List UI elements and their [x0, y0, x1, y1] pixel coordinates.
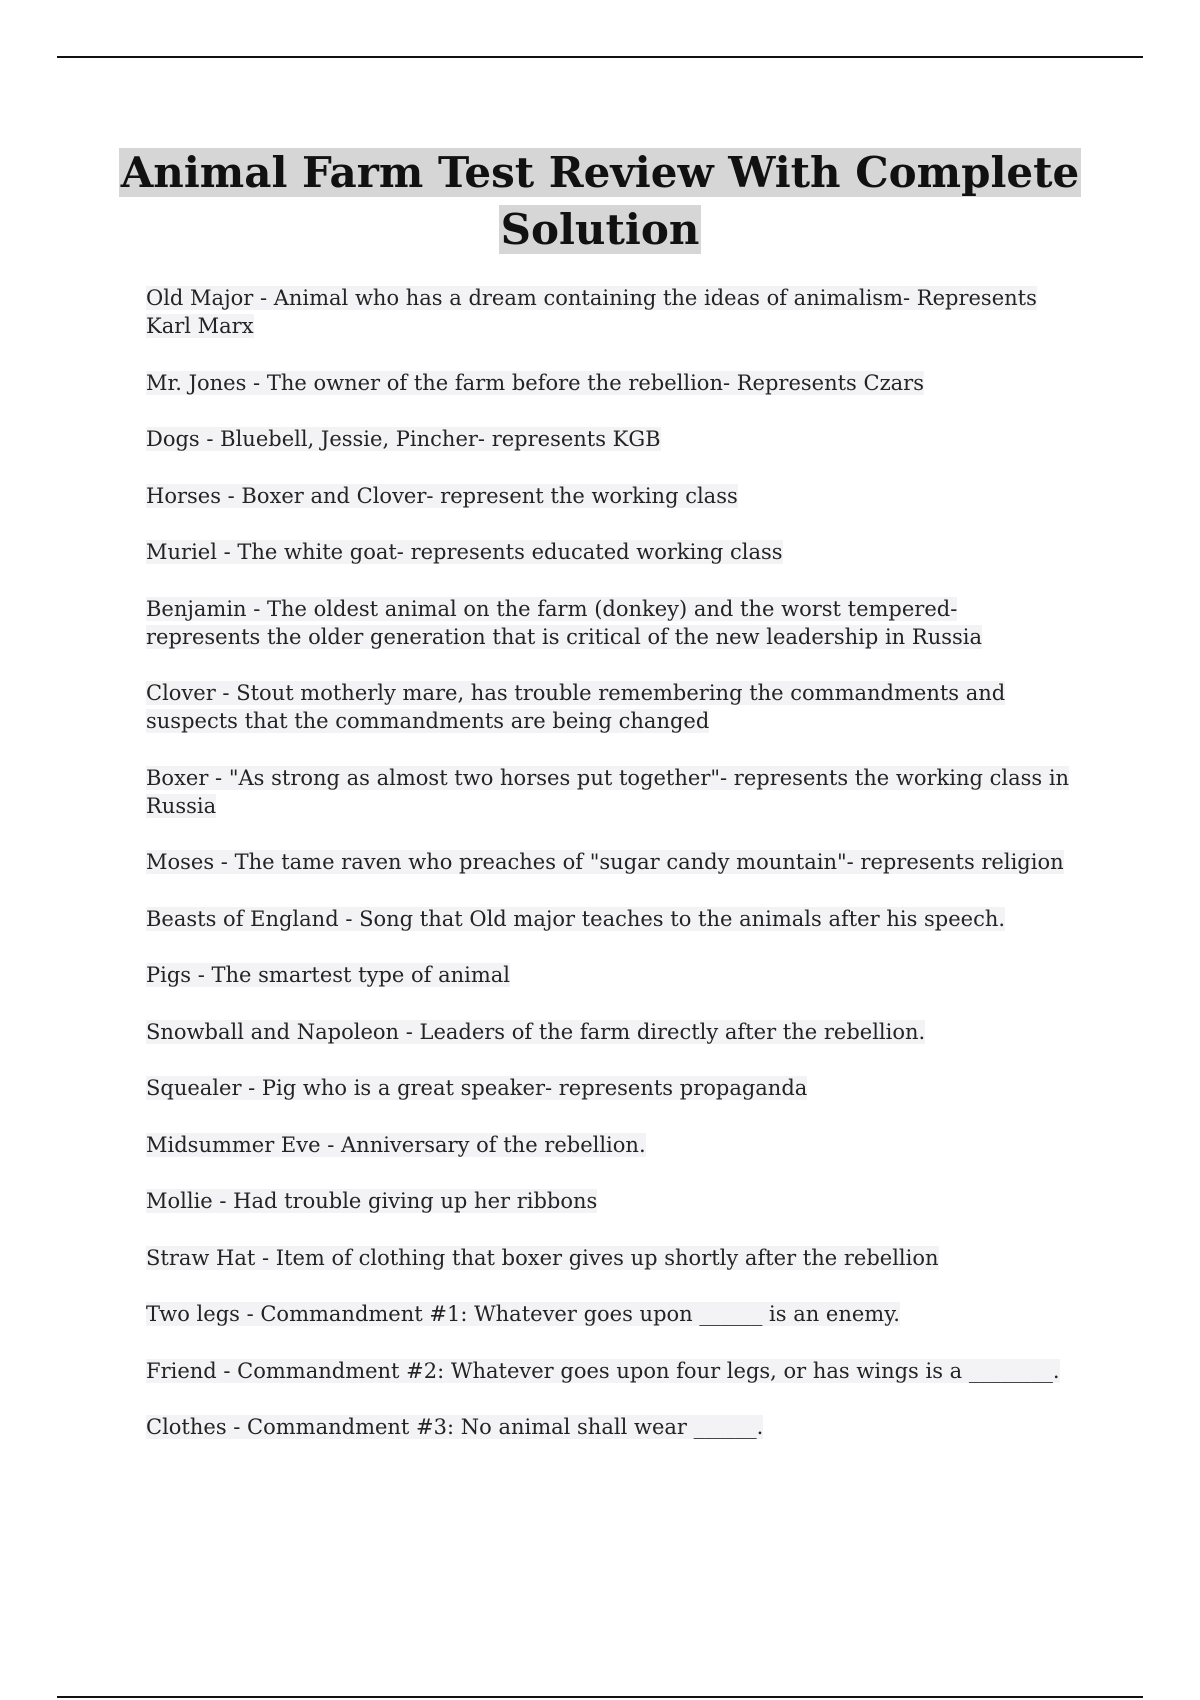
entry-text: Straw Hat - Item of clothing that boxer gives up shortly after the rebellion [146, 1245, 939, 1270]
list-item [146, 1413, 1076, 1441]
entry-text: Friend - Commandment #2: Whatever goes upon four legs, or has wings is a ________. [146, 1358, 1060, 1383]
list-item [146, 1074, 1076, 1102]
entry-text: Squealer - Pig who is a great speaker- represents propaganda [146, 1076, 808, 1100]
list-item [146, 1018, 1076, 1046]
list-item [146, 961, 1076, 989]
entry-text: Boxer - "As strong as almost two horses put together"- represents the working class in Russia [146, 765, 1070, 818]
list-item [146, 848, 1076, 876]
entry-text: Muriel - The white goat- represents educated working class [146, 540, 783, 564]
list-item [146, 369, 1076, 397]
page-title-line-2: Solution [500, 205, 700, 254]
entry-text: Benjamin - The oldest animal on the farm (donkey) and the worst tempered- represents the older generation that is critical of the new leadership in Russia [146, 596, 983, 649]
list-item [146, 425, 1076, 453]
entry-text: Beasts of England - Song that Old major teaches to the animals after his speech. [146, 906, 1006, 931]
list-item [146, 679, 1076, 735]
entry-text: Mollie - Had trouble giving up her ribbons [146, 1189, 598, 1213]
entry-text: Dogs - Bluebell, Jessie, Pincher- represents KGB [146, 427, 661, 451]
list-item [146, 284, 1076, 340]
entry-text: Clothes - Commandment #3: No animal shall wear ______. [146, 1415, 764, 1439]
list-item [146, 1357, 1076, 1385]
list-item [146, 764, 1076, 820]
list-item [146, 1131, 1076, 1159]
entry-text: Mr. Jones - The owner of the farm before the rebellion- Represents Czars [146, 370, 924, 395]
list-item [146, 1300, 1076, 1328]
entry-text: Old Major - Animal who has a dream containing the ideas of animalism- Represents Karl Marx [146, 286, 1037, 338]
page-title-line-1: Animal Farm Test Review With Complete [120, 148, 1080, 197]
list-item [146, 1187, 1076, 1215]
list-item [146, 482, 1076, 510]
top-rule [57, 56, 1143, 58]
entry-text: Horses - Boxer and Clover- represent the working class [146, 483, 738, 508]
list-item [146, 538, 1076, 566]
entry-text: Midsummer Eve - Anniversary of the rebellion. [146, 1132, 646, 1157]
entry-text: Pigs - The smartest type of animal [146, 963, 511, 987]
page-title [60, 144, 1140, 258]
list-item [146, 1244, 1076, 1272]
list-item [146, 905, 1076, 933]
entry-text: Clover - Stout motherly mare, has trouble remembering the commandments and suspects that the commandments are being changed [146, 681, 1006, 733]
term-definition-list [146, 284, 1076, 1470]
entry-text: Snowball and Napoleon - Leaders of the farm directly after the rebellion. [146, 1019, 926, 1044]
entry-text: Two legs - Commandment #1: Whatever goes upon ______ is an enemy. [146, 1302, 900, 1326]
list-item [146, 595, 1076, 651]
bottom-rule [57, 1696, 1143, 1698]
entry-text: Moses - The tame raven who preaches of "sugar candy mountain"- represents religion [146, 850, 1064, 874]
